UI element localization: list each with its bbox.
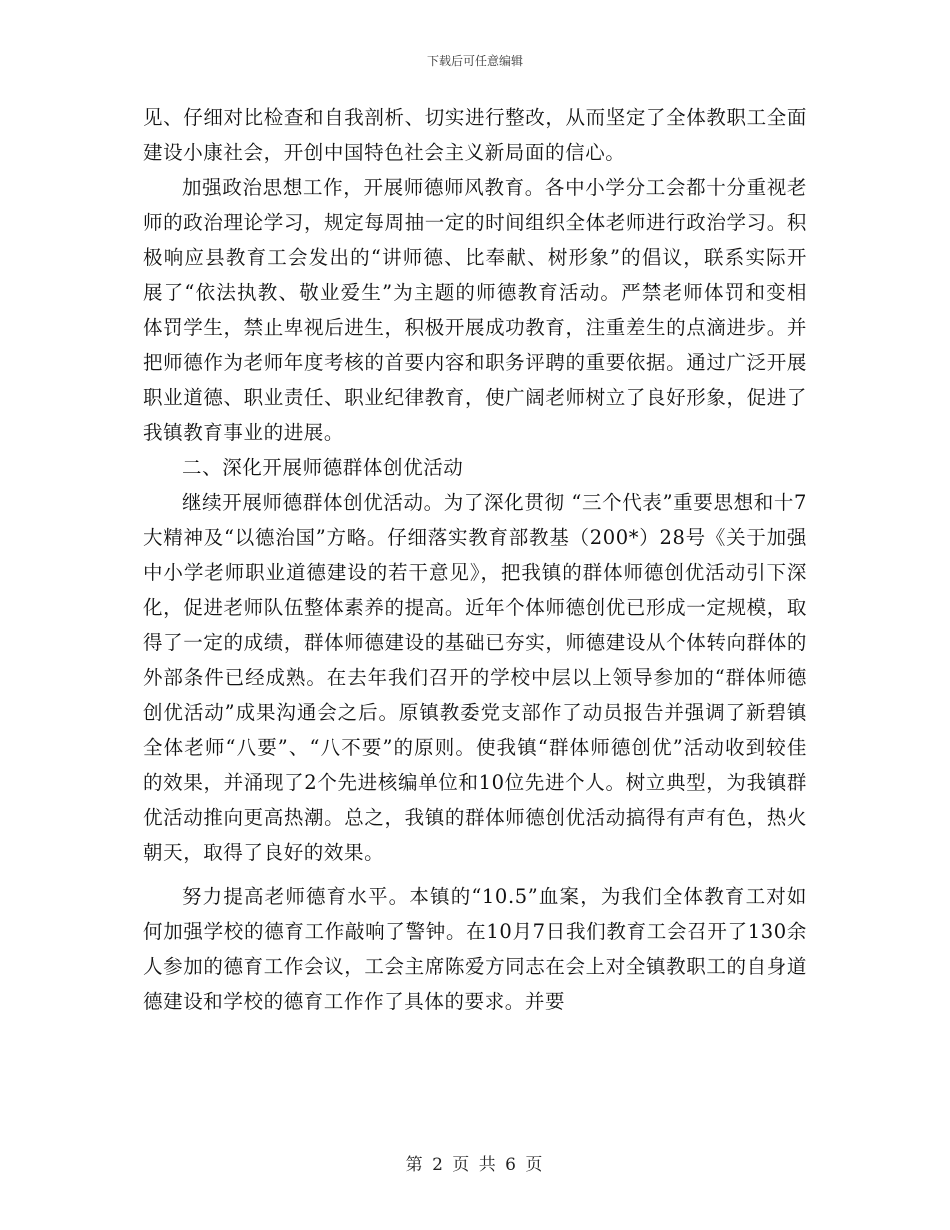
page-header: 下载后可任意编辑 [426, 54, 523, 68]
paragraph-group-activity: 继续开展师德群体创优活动。为了深化贯彻 “三个代表”重要思想和十7大精神及“以德治国”方略。仔细落实教育部教基（200*）28号《关于加强中小学老师职业道德建设的若干意见》，把我镇的群体师德创优活动引下深化，促进老师队伍整体素养的提高。近年个体师德创优已形成一定规模，取得了一定的成绩，群体师德建设的基础已夯实，师德建设从个体转向群体的外部条件已经成熟。在去年我们召开的学校中层以上领导参加的“群体师德创优活动”成果沟通会之后。原镇教委党支部作了动员报告并强调了新碧镇全体老师“八要”、“八不要”的原则。使我镇“群体师德创优”活动收到较佳的效果，并涌现了2个先进核编单位和10位先进个人。树立典型，为我镇群优活动推向更高热潮。总之，我镇的群体师德创优活动搞得有声有色，热火朝天，取得了良好的效果。 [143, 491, 807, 864]
document-body [143, 100, 807, 1019]
page-number: 第 2 页 共 6 页 [405, 1155, 545, 1175]
paragraph-continuation: 见、仔细对比检查和自我剖析、切实进行整改，从而坚定了全体教职工全面建设小康社会，开创中国特色社会主义新局面的信心。 [143, 106, 807, 164]
section-heading: 二、深化开展师德群体创优活动 [182, 456, 464, 479]
paragraph-moral-education: 努力提高老师德育水平。本镇的“10.5”血案，为我们全体教育工对如何加强学校的德育工作敲响了警钟。在10月7日我们教育工会召开了130余人参加的德育工作会议，工会主席陈爱方同志在会上对全镇教职工的自身道德建设和学校的德育工作作了具体的要求。并要 [143, 885, 807, 1013]
paragraph-political-education: 加强政治思想工作，开展师德师风教育。各中小学分工会都十分重视老师的政治理论学习，规定每周抽一定的时间组织全体老师进行政治学习。积极响应县教育工会发出的“讲师德、比奉献、树形象”的倡议，联系实际开展了“依法执教、敬业爱生”为主题的师德教育活动。严禁老师体罚和变相体罚学生，禁止卑视后进生，积极开展成功教育，注重差生的点滴进步。并把师德作为老师年度考核的首要内容和职务评聘的重要依据。通过广泛开展职业道德、职业责任、职业纪律教育，使广阔老师树立了良好形象，促进了我镇教育事业的进展。 [143, 176, 807, 444]
